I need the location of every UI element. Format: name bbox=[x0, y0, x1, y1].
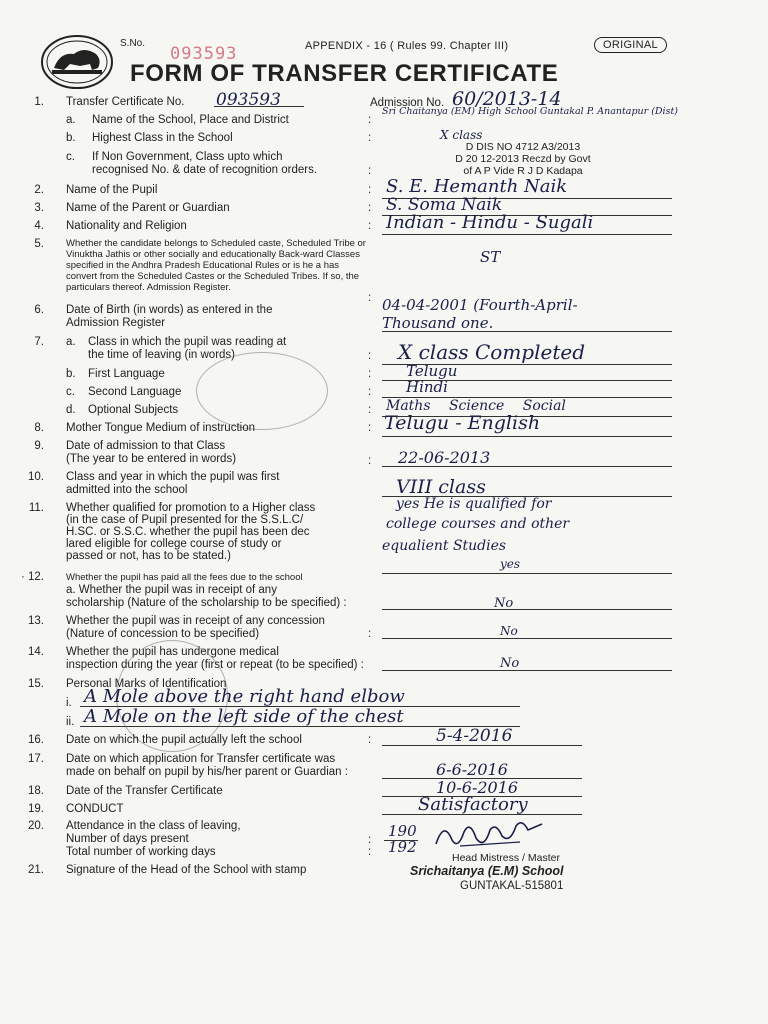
left-date-label: Date on which the pupil actually left the school bbox=[66, 734, 302, 746]
promotion-label4: lared eligible for college course of study or bbox=[66, 538, 282, 550]
row-number: · 12. bbox=[20, 571, 44, 583]
appendix-text: APPENDIX - 16 ( Rules 99. Chapter III) bbox=[305, 40, 509, 52]
fees-label: Whether the pupil has paid all the fees due to the school bbox=[66, 572, 303, 583]
leaving-class-label2: the time of leaving (in words) bbox=[88, 349, 236, 361]
serial-number-label: S.No. bbox=[120, 38, 146, 49]
row-number: 15. bbox=[28, 678, 44, 690]
row-number: 2. bbox=[34, 184, 44, 196]
school-place: GUNTAKAL-515801 bbox=[460, 880, 564, 892]
medical-label: Whether the pupil has undergone medical bbox=[66, 646, 279, 658]
medical-label2: inspection during the year (first or repeat (to be specified) : bbox=[66, 659, 364, 671]
row-number: 11. bbox=[28, 502, 44, 514]
days-present-value: 190 bbox=[388, 822, 417, 840]
caste-label: Whether the candidate belongs to Scheduled caste, Scheduled Tribe or Vinuktha Jathis or other socially and educationally Back-ward Classes specified in the Andhra Pradesh Educational Rules or is he a has convert from the Scheduled Castes or the Scheduled Tribes. If so, the particulars thereof. Admission Register. bbox=[66, 238, 366, 293]
row-number: 5. bbox=[34, 238, 44, 250]
first-language-label: First Language bbox=[88, 368, 165, 380]
mother-tongue-value: Telugu - English bbox=[384, 412, 541, 434]
concession-value: No bbox=[500, 624, 518, 638]
conduct-label: CONDUCT bbox=[66, 803, 124, 815]
colon: : bbox=[368, 455, 372, 467]
admission-date-value: 22-06-2013 bbox=[398, 448, 491, 467]
nationality-value: Indian - Hindu - Sugali bbox=[386, 212, 594, 233]
scholarship-label2: scholarship (Nature of the scholarship to be specified) : bbox=[66, 597, 347, 609]
underline bbox=[382, 609, 672, 610]
colon: : bbox=[368, 165, 372, 177]
colon: : bbox=[368, 220, 372, 232]
field-1a-value: Sri Chaitanya (EM) High School Guntakal P. Anantapur (Dist) bbox=[382, 106, 678, 117]
application-date-value: 6-6-2016 bbox=[436, 760, 508, 779]
days-present-label: Number of days present bbox=[66, 833, 189, 845]
row-number: 10. bbox=[28, 471, 44, 483]
concession-label2: (Nature of concession to be specified) bbox=[66, 628, 260, 640]
scholarship-value: No bbox=[494, 596, 514, 611]
colon: : bbox=[368, 202, 372, 214]
tc-number-label: Transfer Certificate No. bbox=[66, 96, 185, 108]
fees-value: yes bbox=[500, 557, 521, 571]
mark2-prefix: ii. bbox=[66, 716, 75, 728]
admission-date-label2: (The year to be entered in words) bbox=[66, 453, 237, 465]
field-1c-label: If Non Government, Class upto which bbox=[92, 151, 283, 163]
underline bbox=[382, 638, 672, 639]
row-number: 7. bbox=[34, 336, 44, 348]
colon: : bbox=[368, 368, 372, 380]
underline bbox=[382, 466, 672, 467]
leaving-class-value: X class Completed bbox=[398, 340, 586, 364]
leaving-class-label: Class in which the pupil was reading at bbox=[88, 336, 287, 348]
colon: : bbox=[368, 292, 372, 304]
promotion-value2: college courses and other bbox=[386, 516, 570, 532]
pupil-name-label: Name of the Pupil bbox=[66, 184, 158, 196]
tc-number-value: 093593 bbox=[216, 90, 281, 110]
promotion-value: yes He is qualified for bbox=[396, 496, 552, 512]
field-7c-sub: c. bbox=[66, 386, 75, 398]
underline bbox=[382, 436, 672, 437]
tc-date-value: 10-6-2016 bbox=[436, 778, 519, 797]
page-title: FORM OF TRANSFER CERTIFICATE bbox=[130, 60, 559, 87]
original-badge: ORIGINAL bbox=[594, 37, 667, 53]
field-1b-sub: b. bbox=[66, 132, 76, 144]
promotion-label3: H.SC. or S.S.C. whether the pupil has been dec bbox=[66, 526, 310, 538]
serial-number-value: 093593 bbox=[170, 44, 238, 64]
recognition-line3: of A P Vide R J D Kadapa bbox=[463, 165, 583, 177]
admission-number-label: Admission No. bbox=[370, 97, 445, 109]
dob-label2: Admission Register bbox=[66, 317, 166, 329]
row-number: 4. bbox=[34, 220, 44, 232]
promotion-label5: passed or not, has to be stated.) bbox=[66, 550, 231, 562]
underline bbox=[382, 745, 582, 746]
emblem-logo bbox=[40, 34, 114, 90]
attendance-label: Attendance in the class of leaving, bbox=[66, 820, 241, 832]
first-admitted-label2: admitted into the school bbox=[66, 484, 188, 496]
working-days-label: Total number of working days bbox=[66, 846, 216, 858]
field-7b-sub: b. bbox=[66, 368, 76, 380]
mark1-value: A Mole above the right hand elbow bbox=[84, 686, 405, 707]
medical-value: No bbox=[500, 656, 520, 671]
nationality-label: Nationality and Religion bbox=[66, 220, 187, 232]
underline bbox=[382, 573, 672, 574]
promotion-value3: equalient Studies bbox=[382, 538, 507, 554]
mother-tongue-label: Mother Tongue Medium of instruction bbox=[66, 422, 255, 434]
caste-value: ST bbox=[480, 248, 501, 266]
second-language-value: Hindi bbox=[406, 378, 448, 396]
dob-value: 04-04-2001 (Fourth-April- bbox=[382, 296, 578, 314]
pupil-name-value: S. E. Hemanth Naik bbox=[386, 176, 568, 197]
field-1a-label: Name of the School, Place and District bbox=[92, 114, 289, 126]
field-1c-label2: recognised No. & date of recognition orders. bbox=[92, 164, 318, 176]
row-number: 16. bbox=[28, 734, 44, 746]
colon: : bbox=[368, 350, 372, 362]
colon: : bbox=[368, 628, 372, 640]
colon: : bbox=[368, 734, 372, 746]
field-1a-sub: a. bbox=[66, 114, 76, 126]
underline bbox=[382, 670, 672, 671]
row-number: 8. bbox=[34, 422, 44, 434]
row-number: 19. bbox=[28, 803, 44, 815]
colon: : bbox=[368, 404, 372, 416]
row-number: 3. bbox=[34, 202, 44, 214]
head-signature-label: Signature of the Head of the School with stamp bbox=[66, 864, 307, 876]
promotion-label: Whether qualified for promotion to a Higher class bbox=[66, 502, 316, 514]
conduct-value: Satisfactory bbox=[418, 794, 528, 815]
application-date-label: Date on which application for Transfer certificate was bbox=[66, 753, 336, 765]
identification-label: Personal Marks of Identification bbox=[66, 678, 227, 690]
first-language-value: Telugu bbox=[406, 362, 458, 380]
dob-label: Date of Birth (in words) as entered in the bbox=[66, 304, 273, 316]
row-number: 18. bbox=[28, 785, 44, 797]
head-signature bbox=[430, 814, 550, 854]
colon: : bbox=[368, 114, 372, 126]
optional-subjects-value: Maths Science Social bbox=[386, 398, 566, 414]
colon: : bbox=[368, 132, 372, 144]
row-number: 1. bbox=[34, 96, 44, 108]
row-number: 21. bbox=[28, 864, 44, 876]
row-number: 6. bbox=[34, 304, 44, 316]
colon: : bbox=[368, 422, 372, 434]
parent-name-label: Name of the Parent or Guardian bbox=[66, 202, 230, 214]
colon: : bbox=[368, 834, 372, 846]
working-days-value: 192 bbox=[388, 838, 417, 856]
colon: : bbox=[368, 184, 372, 196]
underline bbox=[214, 106, 304, 107]
row-number: 14. bbox=[28, 646, 44, 658]
admission-date-label: Date of admission to that Class bbox=[66, 440, 226, 452]
mark1-prefix: i. bbox=[66, 697, 72, 709]
first-admitted-label: Class and year in which the pupil was first bbox=[66, 471, 280, 483]
optional-subjects-label: Optional Subjects bbox=[88, 404, 179, 416]
second-language-label: Second Language bbox=[88, 386, 182, 398]
dob-value2: Thousand one. bbox=[382, 314, 494, 332]
underline bbox=[382, 331, 672, 332]
promotion-label2: (in the case of Pupil presented for the S.S.L.C/ bbox=[66, 514, 304, 526]
field-1b-label: Highest Class in the School bbox=[92, 132, 233, 144]
field-1b-value: X class bbox=[440, 128, 483, 142]
headmaster-label: Head Mistress / Master bbox=[452, 852, 560, 864]
mark2-value: A Mole on the left side of the chest bbox=[84, 706, 404, 727]
field-7d-sub: d. bbox=[66, 404, 76, 416]
recognition-line1: D DIS NO 4712 A3/2013 bbox=[465, 141, 581, 153]
parent-name-value: S. Soma Naik bbox=[386, 195, 503, 215]
colon: : bbox=[368, 386, 372, 398]
school-name: Srichaitanya (E.M) School bbox=[410, 864, 564, 878]
first-admitted-value: VIII class bbox=[396, 476, 486, 498]
colon: : bbox=[368, 846, 372, 858]
field-7a-sub: a. bbox=[66, 336, 76, 348]
scholarship-label: a. Whether the pupil was in receipt of any bbox=[66, 584, 277, 596]
row-number: 17. bbox=[28, 753, 44, 765]
tc-date-label: Date of the Transfer Certificate bbox=[66, 785, 223, 797]
row-number: 13. bbox=[28, 615, 44, 627]
concession-label: Whether the pupil was in receipt of any concession bbox=[66, 615, 325, 627]
recognition-line2: D 20 12-2013 Reczd by Govt bbox=[455, 153, 591, 165]
field-1c-sub: c. bbox=[66, 151, 75, 163]
underline bbox=[382, 234, 672, 235]
application-date-label2: made on behalf on pupil by his/her parent or Guardian : bbox=[66, 766, 348, 778]
left-date-value: 5-4-2016 bbox=[436, 726, 513, 746]
row-number: 20. bbox=[28, 820, 44, 832]
admission-number-value: 60/2013-14 bbox=[452, 88, 562, 110]
row-number: 9. bbox=[34, 440, 44, 452]
school-stamp bbox=[196, 352, 328, 430]
